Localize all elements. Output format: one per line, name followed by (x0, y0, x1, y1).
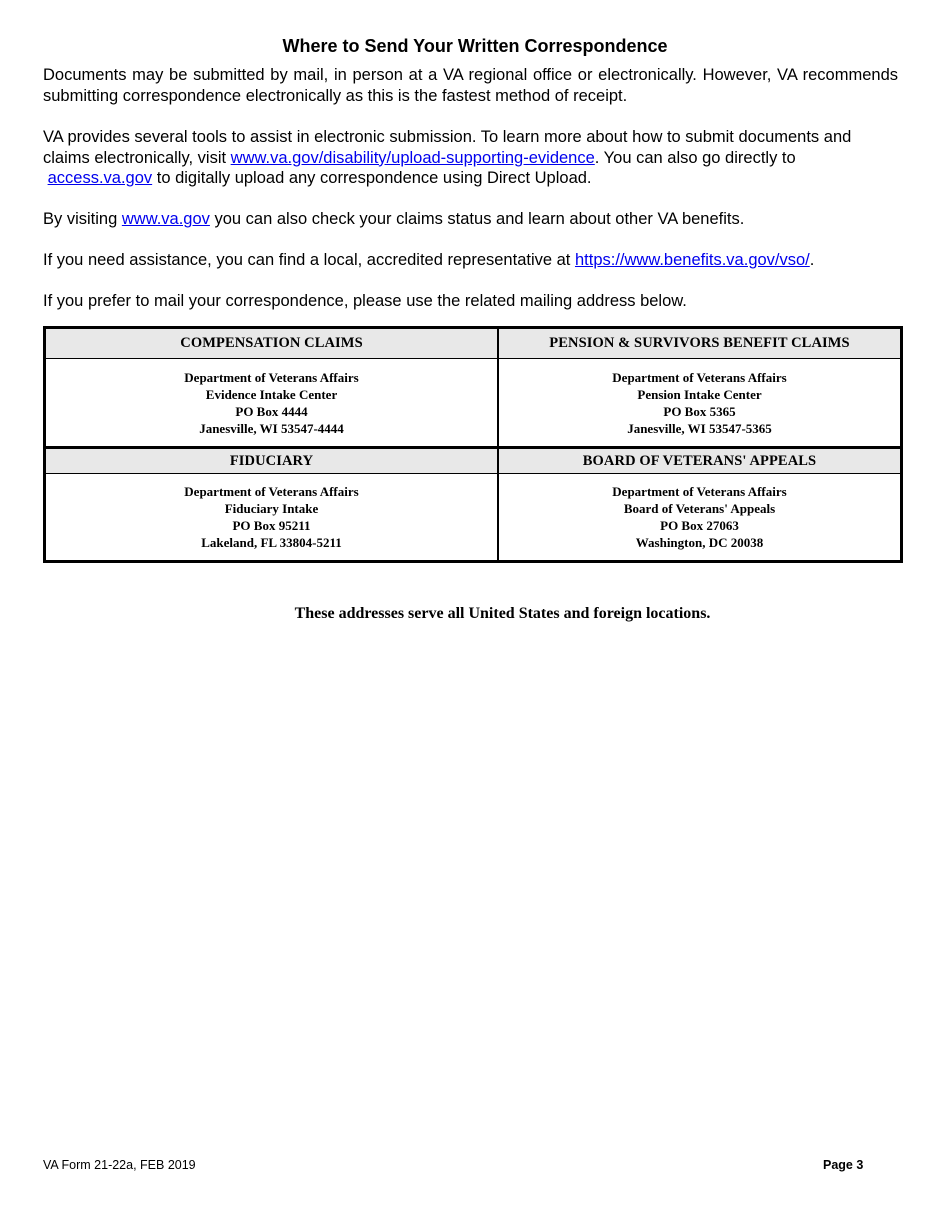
paragraph-va-gov (43, 209, 898, 230)
address-line: PO Box 95211 (232, 518, 311, 533)
address-line: Lakeland, FL 33804-5211 (201, 535, 342, 550)
address-line: Washington, DC 20038 (635, 535, 764, 550)
paragraph-text: you can also check your claims status and learn about other VA benefits. (209, 210, 745, 228)
table-header-compensation: COMPENSATION CLAIMS (46, 329, 497, 358)
address-line: Fiduciary Intake (224, 501, 319, 516)
address-line: Janesville, WI 53547-4444 (199, 420, 344, 436)
paragraph-text: If you prefer to mail your correspondence, please use the related mailing address below. (43, 292, 687, 310)
paragraph-text: to digitally upload any correspondence using Direct Upload. (152, 169, 592, 187)
table-header-fiduciary: FIDUCIARY (46, 449, 497, 473)
mailing-address-table (43, 326, 903, 563)
paragraph-electronic-tools (43, 127, 898, 189)
table-header-pension: PENSION & SURVIVORS BENEFIT CLAIMS (499, 329, 900, 358)
page-number: Page 3 (823, 1158, 864, 1172)
locations-note: These addresses serve all United States and foreign locations. (294, 605, 711, 622)
address-line: Department of Veterans Affairs (184, 369, 359, 385)
paragraph-text: Documents may be submitted by mail, in person at a VA regional office or electronically. However, VA recommends submitting correspondence electronically as this is the fastest method of receipt. (43, 66, 898, 105)
address-compensation (46, 359, 497, 446)
address-line: Pension Intake Center (637, 386, 762, 402)
page-title: Where to Send Your Written Correspondence (282, 36, 668, 56)
va-gov-link[interactable]: www.va.gov (121, 210, 210, 228)
address-fiduciary (46, 474, 497, 560)
paragraph-text: If you need assistance, you can find a local, accredited representative at (43, 251, 575, 269)
form-identifier: VA Form 21-22a, FEB 2019 (43, 1158, 196, 1172)
table-header-appeals: BOARD OF VETERANS' APPEALS (499, 449, 900, 473)
paragraph-text: VA provides several tools to assist in electronic submission. To learn more about how to submit documents and claims electronically, visit (43, 128, 852, 167)
address-line: Department of Veterans Affairs (612, 484, 787, 499)
paragraph-text: . You can also go directly to (594, 148, 796, 167)
paragraph-text: . (809, 251, 815, 269)
address-line: Department of Veterans Affairs (612, 369, 787, 385)
paragraph-submission-methods (43, 65, 898, 106)
address-pension (499, 359, 900, 446)
address-line: Board of Veterans' Appeals (623, 501, 776, 516)
address-line: PO Box 27063 (660, 518, 739, 533)
paragraph-text: By visiting (43, 210, 122, 228)
address-line: Janesville, WI 53547-5365 (627, 420, 772, 436)
paragraph-assistance (43, 250, 898, 271)
address-line: PO Box 5365 (663, 403, 736, 419)
paragraph-mail (43, 291, 898, 312)
vso-link[interactable]: https://www.benefits.va.gov/vso/ (574, 251, 810, 269)
address-line: Department of Veterans Affairs (184, 484, 359, 499)
access-va-link[interactable]: access.va.gov (47, 169, 153, 187)
address-appeals (499, 474, 900, 560)
upload-evidence-link[interactable]: www.va.gov/disability/upload-supporting-evidence (230, 148, 595, 167)
address-line: Evidence Intake Center (205, 386, 338, 402)
address-line: PO Box 4444 (235, 403, 308, 419)
